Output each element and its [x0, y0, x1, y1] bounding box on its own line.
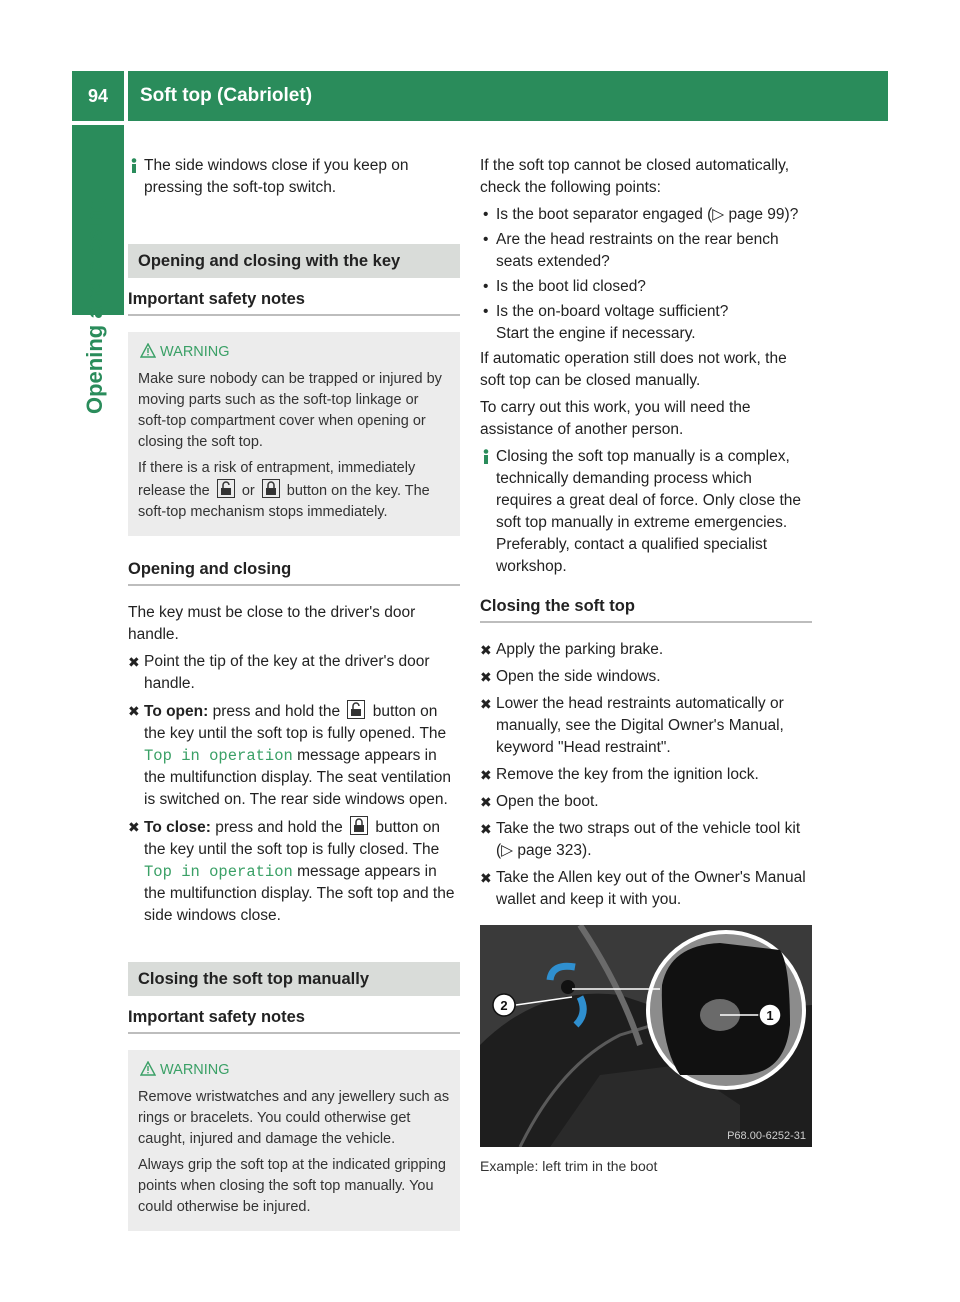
side-label-text: Opening and closing [82, 196, 107, 414]
step: ✖ Apply the parking brake. [480, 639, 812, 661]
step: ✖ To close: press and hold the button on the key until the soft top is fully closed. The Top in operation message appears in the multifunction display. The soft top and the side windows close. [128, 816, 460, 927]
figure-caption: Example: left trim in the boot [480, 1158, 658, 1174]
page-title: Soft top (Cabriolet) [128, 71, 888, 121]
bullet-item: • Is the boot separator engaged (▷ page 99)? [480, 204, 812, 226]
step-arrow-icon: ✖ [480, 696, 492, 712]
step-arrow-icon: ✖ [128, 703, 140, 719]
step: ✖ Lower the head restraints automatically or manually, see the Digital Owner's Manual, keyword "Head restraint". [480, 695, 784, 756]
warning-title: WARNING [138, 1060, 450, 1081]
warning-triangle-icon [140, 1061, 156, 1076]
paragraph: If the soft top cannot be closed automatically, check the following points: [480, 157, 790, 196]
boot-trim-figure [480, 925, 812, 1147]
info-icon [480, 449, 492, 464]
warning-box [128, 1050, 460, 1231]
unlock-icon [347, 700, 365, 719]
step-arrow-icon: ✖ [480, 821, 492, 837]
step-arrow-icon: ✖ [128, 654, 140, 670]
left-column [128, 155, 460, 1253]
side-label [80, 124, 120, 414]
lock-icon [350, 816, 368, 835]
step: ✖ Take the Allen key out of the Owner's Manual wallet and keep it with you. [480, 869, 806, 908]
step-arrow-icon: ✖ [480, 794, 492, 810]
bullet-icon: • [483, 231, 489, 248]
bullet-item: • Are the head restraints on the rear bench seats extended? [483, 231, 779, 270]
warning-text: Always grip the soft top at the indicated gripping points when closing the soft top manually. You could otherwise be injured. [138, 1157, 446, 1215]
info-note: Closing the soft top manually is a complex, technically demanding process which requires a great deal of force. Only close the soft top manually in extreme emergencies. Preferably, contact a qualified specialist workshop. [480, 446, 812, 578]
step-arrow-icon: ✖ [480, 767, 492, 783]
callout-2-label: 2 [500, 998, 508, 1013]
figure-code: P68.00-6252-31 [727, 1130, 806, 1142]
bullet-icon: • [483, 303, 489, 320]
unlock-icon [217, 479, 235, 498]
bullet-icon: • [483, 206, 489, 223]
bullet-item: • Is the boot lid closed? [480, 276, 812, 298]
paragraph: If automatic operation still does not work, the soft top can be closed manually. [480, 350, 787, 389]
step: ✖ Take the two straps out of the vehicle tool kit (▷ page 323). [480, 820, 801, 859]
step: ✖ Point the tip of the key at the driver's door handle. [128, 653, 430, 692]
lock-icon [262, 479, 280, 498]
info-note: The side windows close if you keep on pressing the soft-top switch. [128, 155, 460, 199]
right-column [480, 155, 812, 1177]
display-message: Top in operation [144, 863, 293, 881]
warning-text: Make sure nobody can be trapped or injured by moving parts such as the soft-top linkage or soft-top compartment cover when opening or closing the soft top. [138, 371, 442, 450]
bullet-note: Start the engine if necessary. [496, 325, 696, 342]
boot-trim-illustration [480, 925, 812, 1147]
step-arrow-icon: ✖ [128, 819, 140, 835]
paragraph: The key must be close to the driver's door handle. [128, 604, 416, 643]
page-number: 94 [72, 71, 124, 121]
info-icon [128, 158, 140, 173]
warning-title: WARNING [138, 342, 450, 363]
callout-1-label: 1 [766, 1008, 774, 1023]
step-arrow-icon: ✖ [480, 669, 492, 685]
bullet-icon: • [483, 278, 489, 295]
step-arrow-icon: ✖ [480, 870, 492, 886]
subsection-heading: Opening and closing [128, 558, 460, 586]
subsection-heading: Important safety notes [128, 288, 460, 316]
bullet-item: • Is the on-board voltage sufficient? Start the engine if necessary. [483, 303, 729, 342]
warning-text: If there is a risk of entrapment, immediately release the or button on the key. The soft-top mechanism stops immediately. [138, 460, 430, 520]
warning-triangle-icon [140, 343, 156, 358]
display-message: Top in operation [144, 747, 293, 765]
step-arrow-icon: ✖ [480, 642, 492, 658]
step: ✖ To open: press and hold the button on the key until the soft top is fully opened. The Top in operation message appears in the multifunction display. The seat ventilation is switched on. The rear side windows open. [128, 700, 460, 811]
section-heading: Opening and closing with the key [128, 244, 460, 278]
step: ✖ Open the boot. [480, 791, 812, 813]
subsection-heading: Important safety notes [128, 1006, 460, 1034]
step: ✖ Open the side windows. [480, 666, 812, 688]
section-heading: Closing the soft top manually [128, 962, 460, 996]
paragraph: To carry out this work, you will need the assistance of another person. [480, 399, 751, 438]
step: ✖ Remove the key from the ignition lock. [480, 764, 812, 786]
warning-text: Remove wristwatches and any jewellery such as rings or bracelets. You could otherwise get caught, injured and damage the vehicle. [138, 1089, 450, 1147]
subsection-heading: Closing the soft top [480, 595, 812, 623]
warning-box [128, 332, 460, 536]
